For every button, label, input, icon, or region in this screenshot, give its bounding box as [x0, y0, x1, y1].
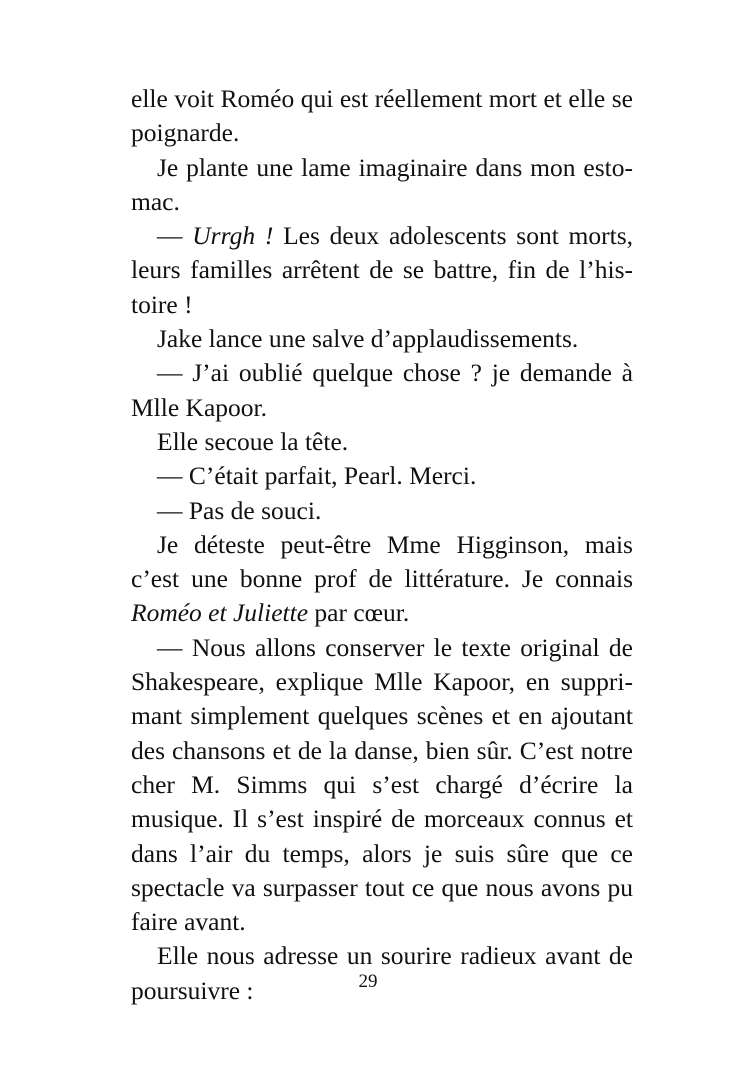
text-run: Je plante une lame imaginaire dans mon estomac. [131, 152, 633, 216]
paragraph [131, 356, 633, 425]
text-run: Les deux adolescents sont morts, leurs familles arrêtent de se battre, fin de l’histoire ! [131, 221, 633, 319]
text-run: — [157, 221, 193, 251]
text-run: — Pas de souci. [157, 495, 322, 525]
italic-text: Roméo et Juliette [131, 598, 309, 628]
text-run: Elle secoue la tête. [157, 426, 349, 456]
paragraph [131, 528, 633, 631]
page-body [131, 82, 633, 1008]
text-run: par cœur. [308, 598, 410, 628]
text-run: — J’ai oublié quelque chose ? je demande à Mlle Kapoor. [131, 358, 633, 422]
text-run: Je déteste peut-être Mme Higginson, mais c’est une bonne prof de littérature. Je connais [131, 529, 633, 594]
paragraph [131, 459, 633, 493]
page-number: 29 [358, 971, 378, 992]
paragraph [131, 425, 633, 459]
text-run: elle voit Roméo qui est réellement mort et elle se poignarde. [131, 84, 633, 148]
paragraph [131, 82, 633, 151]
italic-text: Urrgh ! [192, 221, 274, 251]
text-run: Elle nous adresse un sourire radieux avant de poursuivre : [131, 941, 633, 1005]
paragraph [131, 494, 633, 528]
text-run: Jake lance une salve d’applaudissements. [157, 324, 579, 354]
paragraph [131, 322, 633, 356]
paragraph [131, 631, 633, 940]
text-run: — Nous allons conserver le texte original de Shakespeare, explique Mlle Kapoor, en supprimant simplement quelques scènes et en ajoutant des chansons et de la danse, bien sûr. C’est notre cher M. Simms qui s’est chargé d’écrire la musique. Il s’est inspiré de morceaux connus et dans l’air du temps, alors je suis sûre que ce spectacle va surpasser tout ce que nous avons pu faire avant. [131, 632, 633, 937]
paragraph [131, 219, 633, 322]
paragraph [131, 151, 633, 220]
text-run: — C’était parfait, Pearl. Merci. [157, 461, 477, 491]
